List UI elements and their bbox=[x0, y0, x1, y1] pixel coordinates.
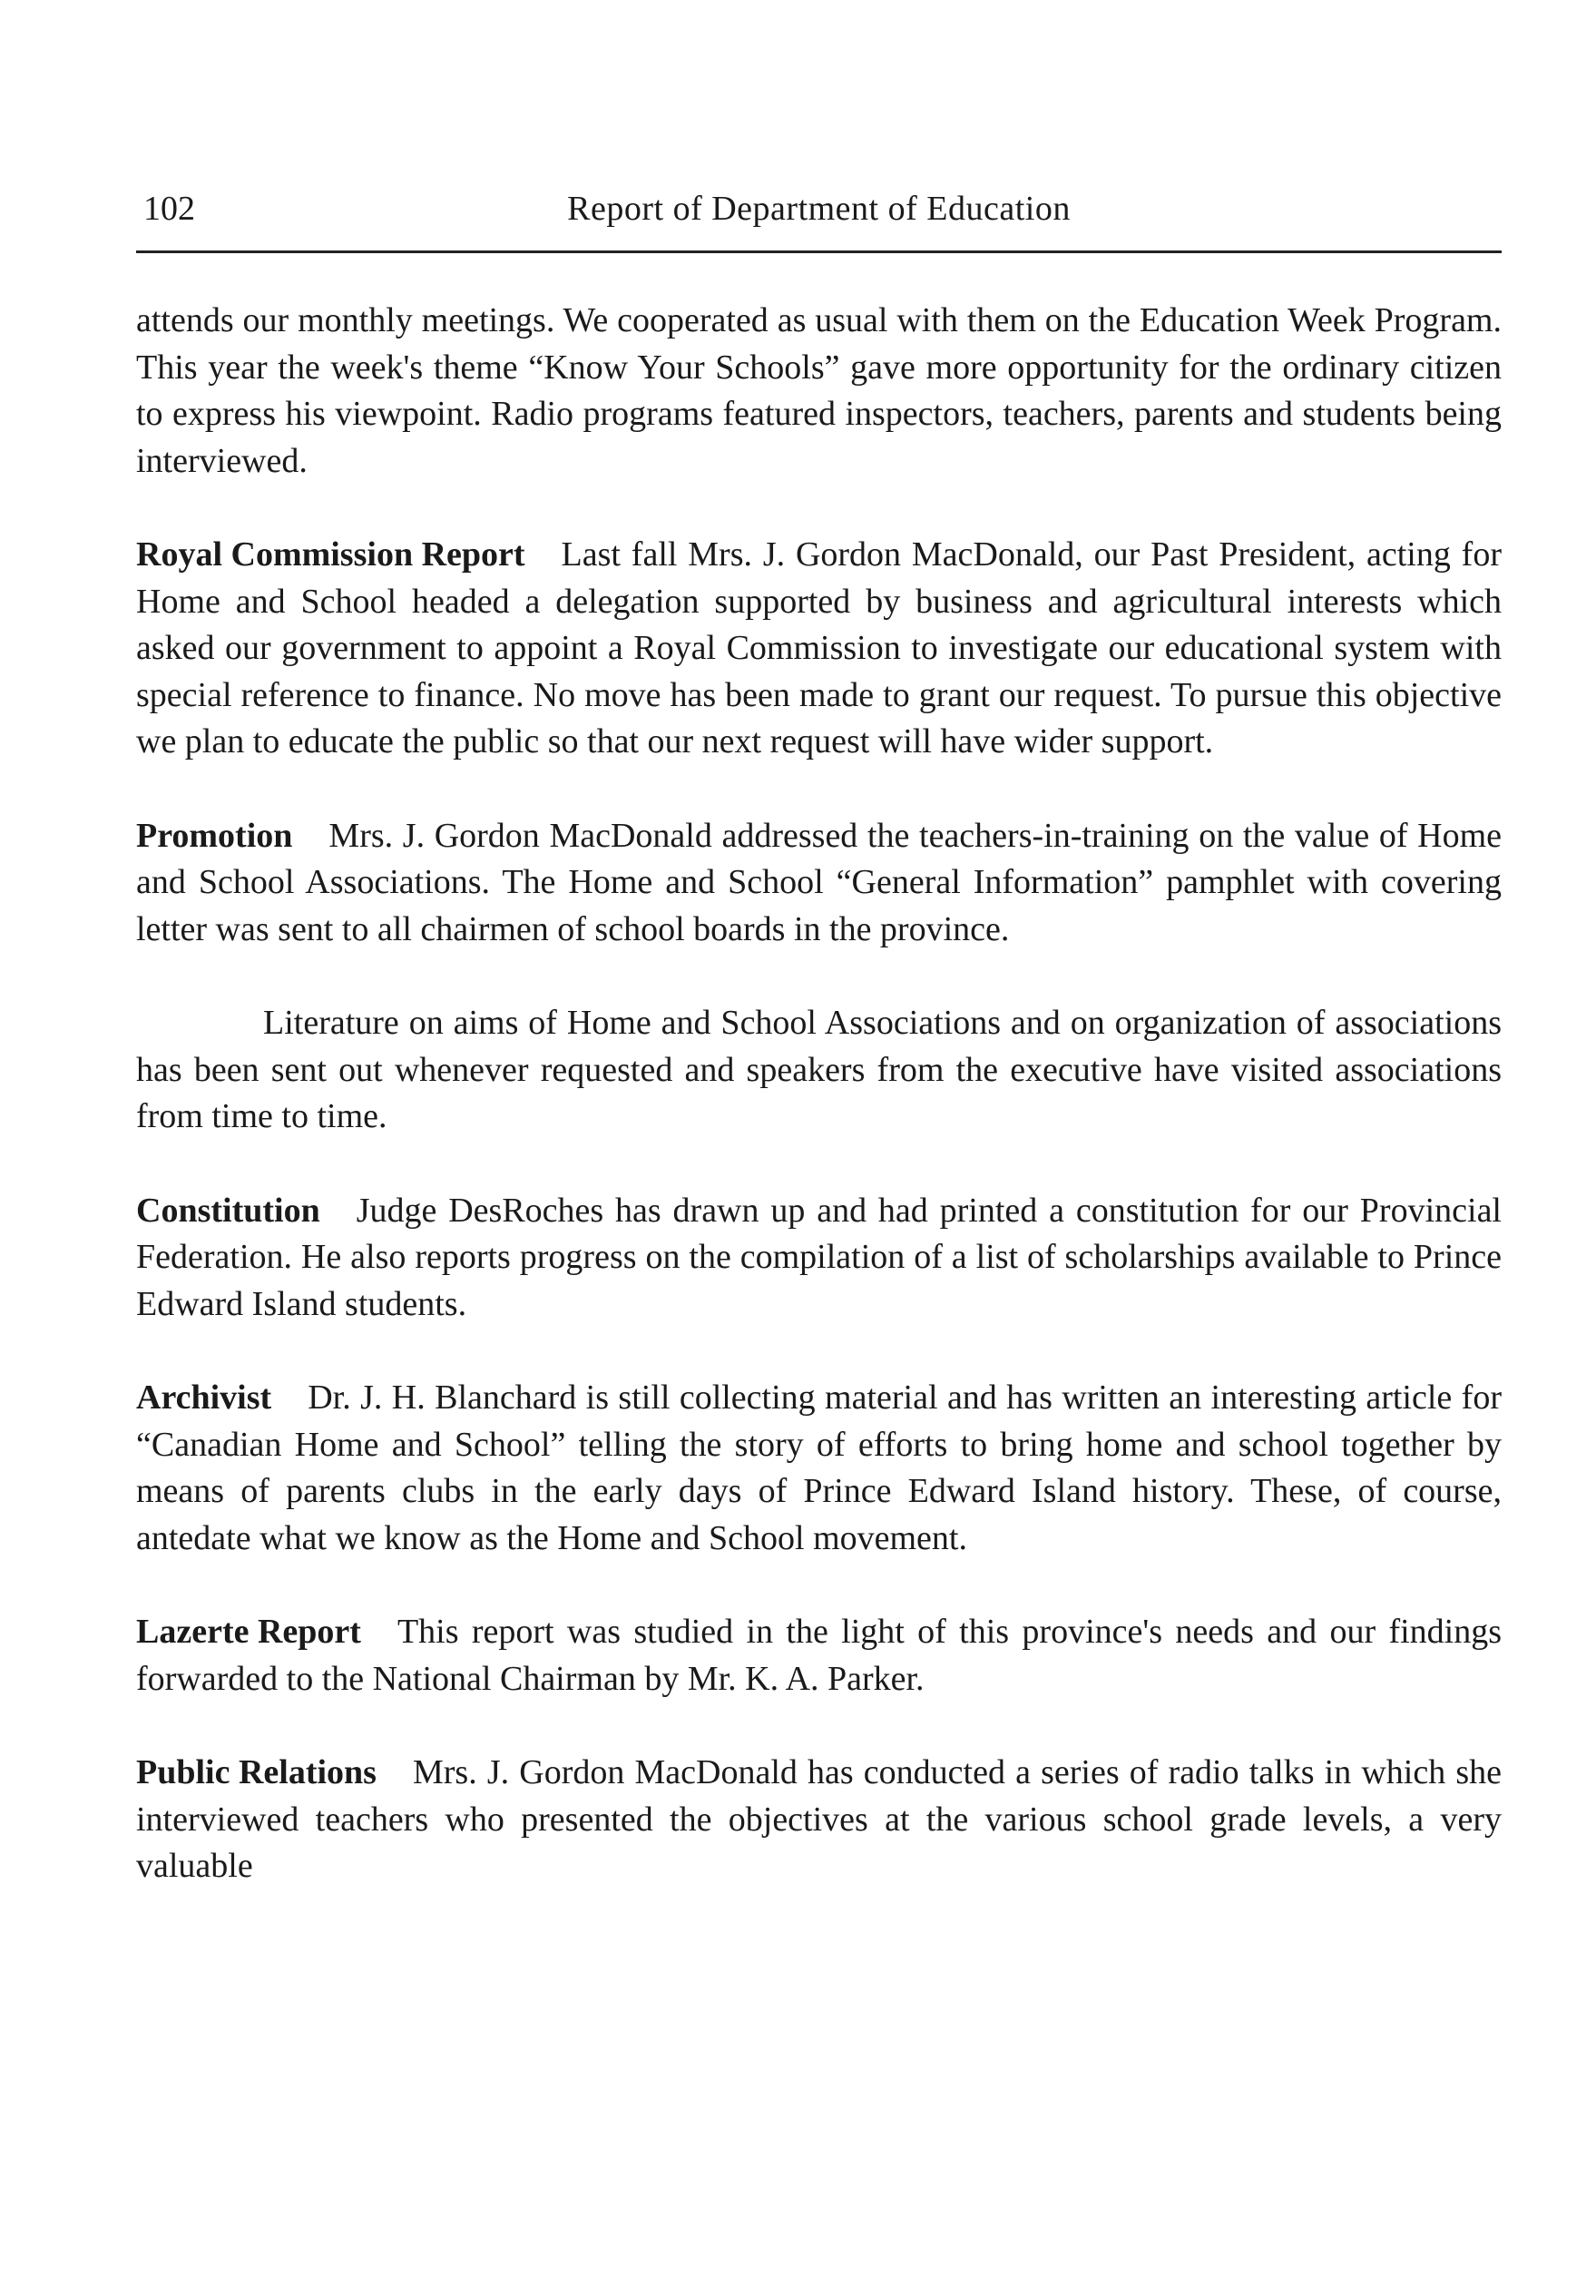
page-content bbox=[136, 182, 1502, 1885]
section-heading: Public Relations bbox=[136, 1753, 377, 1791]
section-heading: Promotion bbox=[136, 816, 293, 855]
section-heading: Constitution bbox=[136, 1191, 320, 1230]
page-number: 102 bbox=[143, 190, 195, 228]
section-text: This report was studied in the light of this province's needs and our findings forwarded to the National Chairman by Mr. K. A. Parker. bbox=[136, 1613, 1502, 1698]
section-literature: Literature on aims of Home and School Associations and on organization of associations has been sent out whenever requested and speakers from the executive have visited associations from time to time. bbox=[136, 1004, 1502, 1135]
section-heading: Lazerte Report bbox=[136, 1613, 361, 1651]
section-text: Judge DesRoches has drawn up and had printed a constitution for our Provincial Federation. He also reports progress on the compilation of a list of scholarships available to Prince Edward Island students. bbox=[136, 1191, 1502, 1323]
intro-paragraph: attends our monthly meetings. We cooperated as usual with them on the Education Week Program. This year the week's theme “Know Your Schools” gave more opportunity for the ordinary citizen to express his viewpoint. Radio programs featured inspectors, teachers, parents and students being interviewed. bbox=[136, 301, 1502, 480]
body-text bbox=[136, 298, 1502, 1938]
running-header bbox=[136, 182, 1502, 236]
section-text: Last fall Mrs. J. Gordon MacDonald, our Past President, acting for Home and School headed a delegation supported by business and agricultural interests which asked our government to appoint a Royal Commission to investigate our educational system with special reference to finance. No move has been made to grant our request. To pursue this objective we plan to educate the public so that our next request will have wider support. bbox=[136, 535, 1502, 760]
section-text: Mrs. J. Gordon MacDonald addressed the teachers-in-training on the value of Home and School Associations. The Home and School “General Information” pamphlet with covering letter was sent to all chairmen of school boards in the province. bbox=[136, 816, 1502, 948]
section-text: Dr. J. H. Blanchard is still collecting material and has written an interesting article for “Canadian Home and School” telling the story of efforts to bring home and school together by means of parents clubs in the early days of Prince Edward Island history. These, of course, antedate what we know as the Home and School movement. bbox=[136, 1379, 1502, 1557]
header-rule bbox=[136, 250, 1502, 253]
section-public-relations bbox=[136, 1750, 1502, 1890]
section-royal-commission bbox=[136, 532, 1502, 766]
section-archivist bbox=[136, 1375, 1502, 1562]
section-heading: Archivist bbox=[136, 1379, 272, 1417]
running-title: Report of Department of Education bbox=[567, 190, 1071, 228]
section-constitution bbox=[136, 1188, 1502, 1329]
section-heading: Royal Commission Report bbox=[136, 535, 525, 574]
section-promotion bbox=[136, 813, 1502, 954]
section-lazerte-report bbox=[136, 1609, 1502, 1702]
section-text: Mrs. J. Gordon MacDonald has conducted a series of radio talks in which she interviewed teachers who presented the objectives at the various school grade levels, a very valuable bbox=[136, 1753, 1502, 1885]
